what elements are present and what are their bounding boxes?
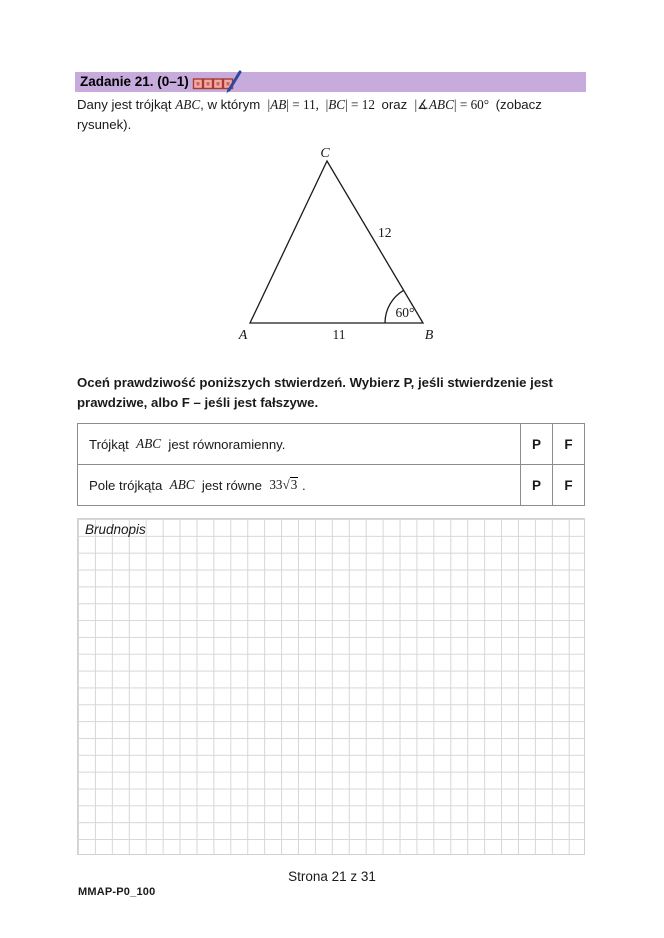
vertex-label-c: C [320, 146, 330, 161]
statement-row [78, 464, 584, 505]
film-strip-pen-icon [192, 68, 244, 94]
option-p-row-1: P [520, 424, 552, 464]
statement-text-2: Pole trójkąta ABC jest równe 33 √3 . [89, 477, 306, 493]
page-number: Strona 21 z 31 [288, 869, 376, 884]
statement-row [78, 424, 584, 464]
scratchpad-label: Brudnopis [85, 522, 146, 537]
scratchpad-grid [77, 518, 585, 855]
film-strip-icon [194, 79, 233, 89]
task-header-bar [75, 72, 586, 92]
statements-table [77, 423, 585, 506]
instruction-text: Oceń prawdziwość poniższych stwierdzeń. Wybierz P, jeśli stwierdzenie jest prawdziwe, albo F – jeśli jest fałszywe. [77, 375, 553, 410]
triangle-outline [250, 161, 423, 323]
option-p-row-2: P [520, 465, 552, 505]
side-ab-length-label: 11 [332, 327, 346, 342]
form-code: MMAP-P0_100 [78, 886, 156, 898]
option-f-row-1: F [552, 424, 584, 464]
vertex-label-b: B [424, 328, 434, 343]
side-bc-length-label: 12 [378, 225, 392, 240]
task-intro: Dany jest trójkąt ABC, w którym |AB| = 11, |BC| = 12 oraz |∡ABC| = 60° (zobacz rysunek). [77, 97, 542, 132]
vertex-label-a: A [238, 328, 248, 343]
statement-text-1: Trójkąt ABC jest równoramienny. [89, 436, 286, 452]
option-f-row-2: F [552, 465, 584, 505]
angle-b-value-label: 60° [395, 305, 415, 320]
task-title: Zadanie 21. (0–1) [80, 74, 189, 89]
triangle-figure [228, 143, 478, 343]
